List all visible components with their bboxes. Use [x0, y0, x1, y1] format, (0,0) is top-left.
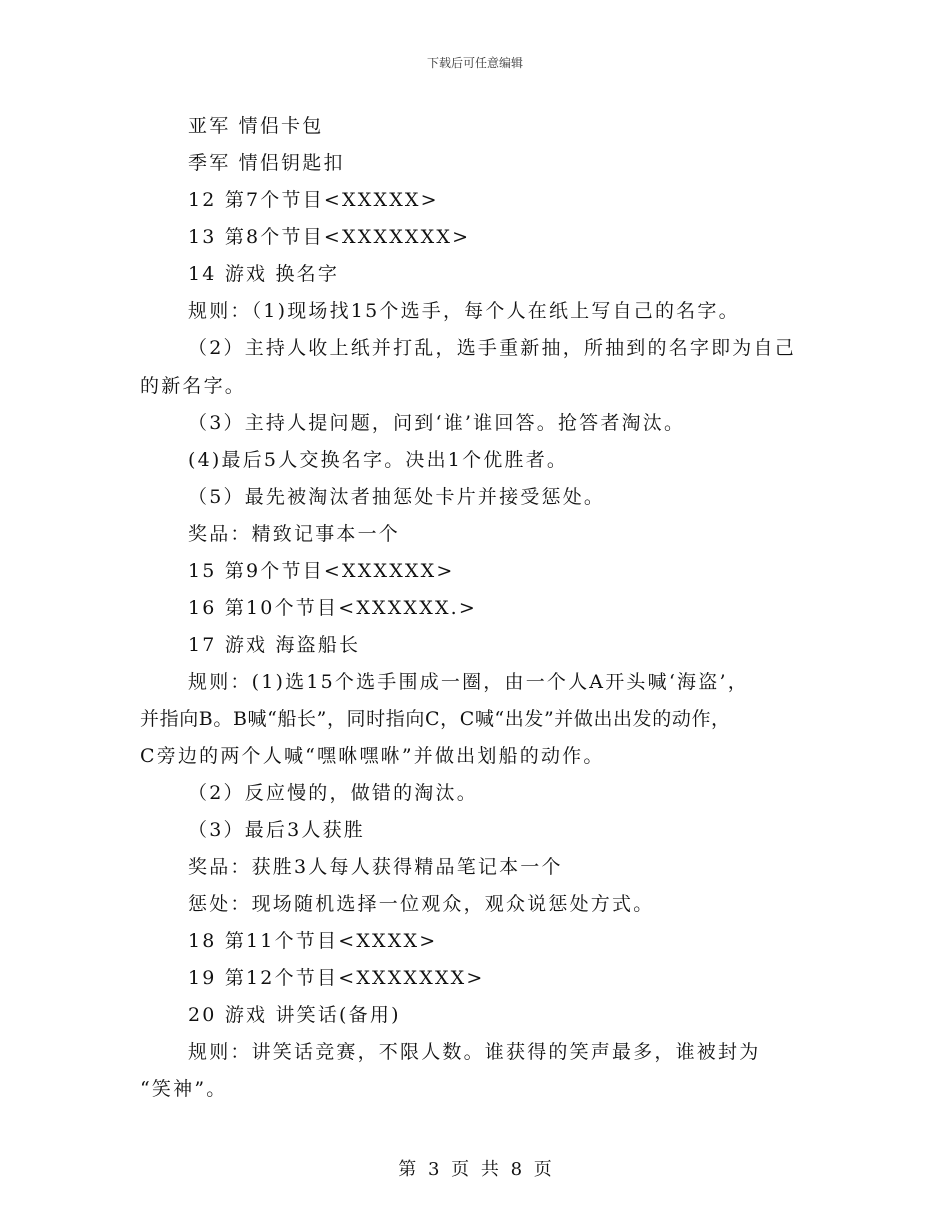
text-line: （2）主持人收上纸并打乱，选手重新抽，所抽到的名字即为自己 — [188, 337, 796, 359]
page-number-footer: 第 3 页 共 8 页 — [398, 1159, 552, 1180]
text-line: 亚军 情侣卡包 — [188, 115, 324, 137]
text-line: 奖品：获胜3人每人获得精品笔记本一个 — [188, 856, 563, 878]
page-header: 下载后可任意编辑 — [426, 56, 523, 70]
text-line: 15 第9个节目<XXXXXX> — [188, 560, 455, 582]
text-line: 16 第10个节目<XXXXXX.> — [188, 597, 478, 619]
text-line: （3）最后3人获胜 — [188, 819, 365, 841]
text-line: C旁边的两个人喊“嘿咻嘿咻”并做出划船的动作。 — [140, 745, 605, 767]
text-line: 12 第7个节目<XXXXX> — [188, 189, 439, 211]
text-line: 规则：（1)现场找15个选手，每个人在纸上写自己的名字。 — [188, 300, 740, 322]
text-line: 14 游戏 换名字 — [188, 263, 340, 285]
text-line: （3）主持人提问题，问到‘谁’谁回答。抢答者淘汰。 — [188, 412, 686, 434]
text-line: (4)最后5人交换名字。决出1个优胜者。 — [188, 449, 569, 471]
text-line: 13 第8个节目<XXXXXXX> — [188, 226, 471, 248]
text-line: 规则：(1)选15个选手围成一圈，由一个人A开头喊‘海盗’， — [188, 671, 749, 693]
text-line: 奖品：精致记事本一个 — [188, 523, 401, 545]
text-line: 17 游戏 海盗船长 — [188, 634, 361, 656]
text-line: （5）最先被淘汰者抽惩处卡片并接受惩处。 — [188, 486, 606, 508]
text-line: 19 第12个节目<XXXXXXX> — [188, 967, 485, 989]
text-line: 惩处：现场随机选择一位观众，观众说惩处方式。 — [188, 893, 655, 915]
text-line: 的新名字。 — [140, 375, 247, 397]
text-line: “笑神”。 — [140, 1078, 228, 1100]
text-line: 并指向B。B喊“船长”，同时指向C，C喊“出发”并做出出发的动作， — [140, 708, 731, 730]
text-line: 规则：讲笑话竞赛，不限人数。谁获得的笑声最多，谁被封为 — [188, 1041, 761, 1063]
text-line: 季军 情侣钥匙扣 — [188, 152, 345, 174]
text-line: 20 游戏 讲笑话(备用) — [188, 1004, 401, 1026]
text-line: （2）反应慢的，做错的淘汰。 — [188, 782, 478, 804]
text-line: 18 第11个节目<XXXX> — [188, 930, 438, 952]
